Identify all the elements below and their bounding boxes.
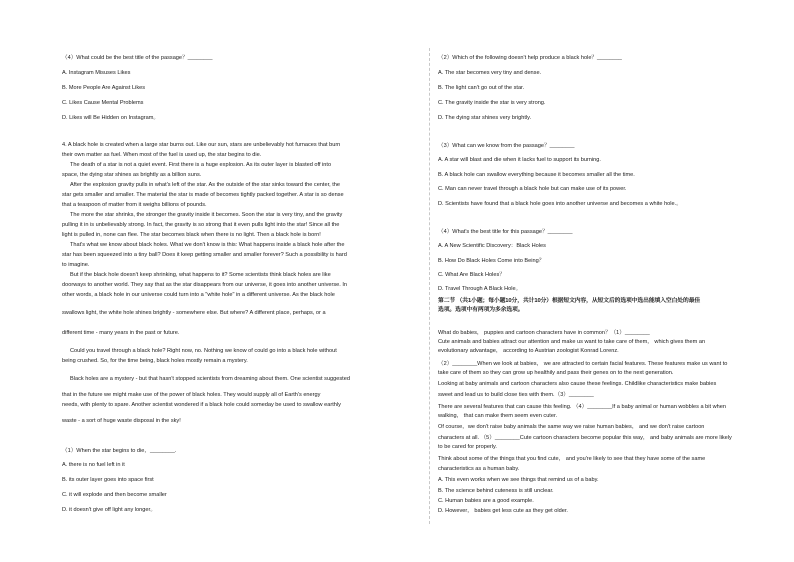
passage-line: After the explosion gravity pulls in what's left of the star. As the outside of the star sinks toward the center, the bbox=[70, 182, 341, 188]
option-c: C. it will explode and then become smaller bbox=[62, 492, 167, 498]
passage-line: Black holes are a mystery - but that hasn't stopped scientists from dreaming about them. One scientist suggested bbox=[70, 376, 350, 382]
question-3: （3）What can we know from the passage？________ bbox=[438, 143, 575, 149]
option-b: B. its outer layer goes into space first bbox=[62, 477, 154, 483]
passage-line: The death of a star is not a quiet event. First there is a huge explosion. As its outer layer is blasted off into bbox=[70, 162, 332, 168]
passage-line: being crushed. So, for the time being, black holes mostly remain a mystery. bbox=[62, 358, 248, 364]
passage-line: swallows light, the white hole shines brightly - somewhere else. But where? A different place, perhaps, or a bbox=[62, 310, 326, 316]
option-b: B. How Do Black Holes Come into Being？ bbox=[438, 258, 545, 264]
cloze-line: to be cared for properly. bbox=[438, 444, 497, 450]
section-heading: 第二节 （共1小题；每小题10分，共计10分）根据短文内容，从短文后的选项中选出能填入空白处的最佳 bbox=[438, 298, 701, 304]
cloze-line: evolutionary advantage， according to Austrian zoologist Konrad Lorenz. bbox=[438, 348, 619, 354]
cloze-line: Of course，we don't raise baby animals the same way we raise human babies， and we don't raise cartoon bbox=[438, 424, 705, 430]
option-d: D. The dying star shines very brightly. bbox=[438, 115, 532, 121]
passage-line: that in the future we might make use of the power of black holes. They would supply all of Earth's energy bbox=[62, 392, 321, 398]
cloze-line: What do babies， puppies and cartoon characters have in common？（1）________ bbox=[438, 330, 650, 336]
question-4-title: （4）What could be the best title of the passage？________ bbox=[62, 55, 213, 61]
option-c: C. What Are Black Holes？ bbox=[438, 272, 505, 278]
option-c: C. Man can never travel through a black hole but can make use of its power. bbox=[438, 186, 627, 192]
passage-line: That's what we know about black holes. What we don't know is this: What happens inside a black hole after the bbox=[70, 242, 345, 248]
cloze-line: Cute animals and babies attract our attention and make us want to take care of them， which gives them an bbox=[438, 339, 706, 345]
option-d: D. Scientists have found that a black hole goes into another universe and becomes a white hole.。 bbox=[438, 201, 682, 207]
passage-line: The more the star shrinks, the stronger the gravity inside it becomes. Soon the star is very tiny, and the gravity bbox=[70, 212, 343, 218]
option-a: A. The star becomes very tiny and dense. bbox=[438, 70, 542, 76]
option-b: B. The light can't go out of the star. bbox=[438, 85, 525, 91]
section-heading: 选项。选项中有两项为多余选项。 bbox=[438, 307, 524, 313]
cloze-line: Looking at baby animals and cartoon characters also cause these feelings. Childlike characteristics make babies bbox=[438, 381, 717, 387]
option-c: C. Human babies are a good example. bbox=[438, 498, 534, 504]
passage-line: different time - many years in the past or future. bbox=[62, 330, 180, 336]
passage-line: star gets smaller and smaller. The material the star is made of becomes tightly packed together. A star is so dense bbox=[62, 192, 344, 198]
question-4: （4）What's the best title for this passage？________ bbox=[438, 229, 573, 235]
passage-line: other words, a black hole in our universe could turn into a "white hole" in a different universe. As the black hole bbox=[62, 292, 335, 298]
cloze-line: characters at all. （5）________Cute cartoon characters become popular this way， and baby animals are more likely bbox=[438, 435, 732, 441]
passage-line: that a teaspoon of matter from it weighs billions of pounds. bbox=[62, 202, 207, 208]
option-b: B. The science behind cuteness is still unclear. bbox=[438, 488, 554, 494]
passage-line: light is pulled in, none can flee. The star becomes black when there is no light. Then a black hole is born! bbox=[62, 232, 321, 238]
cloze-line: characteristics as a human baby. bbox=[438, 466, 520, 472]
cloze-line: Think about some of the things that you find cute， and you're likely to see that they have some of the same bbox=[438, 456, 706, 462]
option-c: C. Likes Cause Mental Problems bbox=[62, 100, 144, 106]
passage-line: But if the black hole doesn't keep shrinking, what happens to it? Some scientists think black holes are like bbox=[70, 272, 331, 278]
option-d: D. Likes will Be Hidden on Instagram。 bbox=[62, 115, 160, 121]
question-1: （1）When the star begins to die，________. bbox=[62, 448, 177, 454]
option-a: A. A New Scientific Discovery：Black Holes bbox=[438, 243, 546, 249]
passage-line: star has been squeezed into a tiny ball? Does it keep getting smaller and smaller forever? Such a possibility is hard bbox=[62, 252, 347, 258]
cloze-line: sweet and lead us to build close ties with them.（3）________ bbox=[438, 392, 594, 398]
question-2: （2）Which of the following doesn't help produce a black hole？________ bbox=[438, 55, 622, 61]
option-c: C. The gravity inside the star is very strong. bbox=[438, 100, 546, 106]
passage-line: waste - a sort of huge waste disposal in the sky! bbox=[62, 418, 181, 424]
option-d: D. it doesn't give off light any longer。 bbox=[62, 507, 156, 513]
passage-line: 4. A black hole is created when a large star burns out. Like our sun, stars are unbelievably hot furnaces that burn bbox=[62, 142, 341, 148]
option-a: A. A star will blast and die when it lacks fuel to support its burning. bbox=[438, 157, 601, 163]
passage-line: doorways to another world. They say that as the star disappears from our universe, it goes into another universe. In bbox=[62, 282, 348, 288]
option-b: B. A black hole can swallow everything because it becomes smaller all the time. bbox=[438, 172, 635, 178]
passage-line: to imagine. bbox=[62, 262, 90, 268]
cloze-line: walking， that can make them seem even cuter. bbox=[438, 413, 558, 419]
cloze-line: （2）________When we look at babies， we are attracted to certain facial features. These features make us want to bbox=[438, 361, 728, 367]
cloze-line: take care of them so they can grow up healthily and pass their genes on to the next generation. bbox=[438, 370, 674, 376]
passage-line: pulling it in is unbelievably strong. In fact, the gravity is so strong that it even pulls light into the star! Since all the bbox=[62, 222, 340, 228]
passage-line: needs, with plenty to spare. Another scientist wondered if a black hole could someday be used to swallow earthly bbox=[62, 402, 341, 408]
passage-line: Could you travel through a black hole? Right now, no. Nothing we know of could go into a black hole without bbox=[70, 348, 337, 354]
passage-line: their own matter as fuel. When most of the fuel is used up, the star begins to die. bbox=[62, 152, 262, 158]
cloze-line: There are several features that can cause this feeling. （4）________If a baby animal or human wobbles a bit when bbox=[438, 404, 726, 410]
option-a: A. there is no fuel left in it bbox=[62, 462, 125, 468]
option-d: D. Travel Through A Black Hole。 bbox=[438, 286, 522, 292]
option-a: A. Instagram Misuses Likes bbox=[62, 70, 131, 76]
column-divider bbox=[429, 48, 430, 524]
option-d: D. However， babies get less cute as they get older. bbox=[438, 508, 568, 514]
option-a: A. This even works when we see things that remind us of a baby. bbox=[438, 477, 599, 483]
passage-line: space, the dying star shines as brightly as a billion suns. bbox=[62, 172, 202, 178]
option-b: B. More People Are Against Likes bbox=[62, 85, 146, 91]
